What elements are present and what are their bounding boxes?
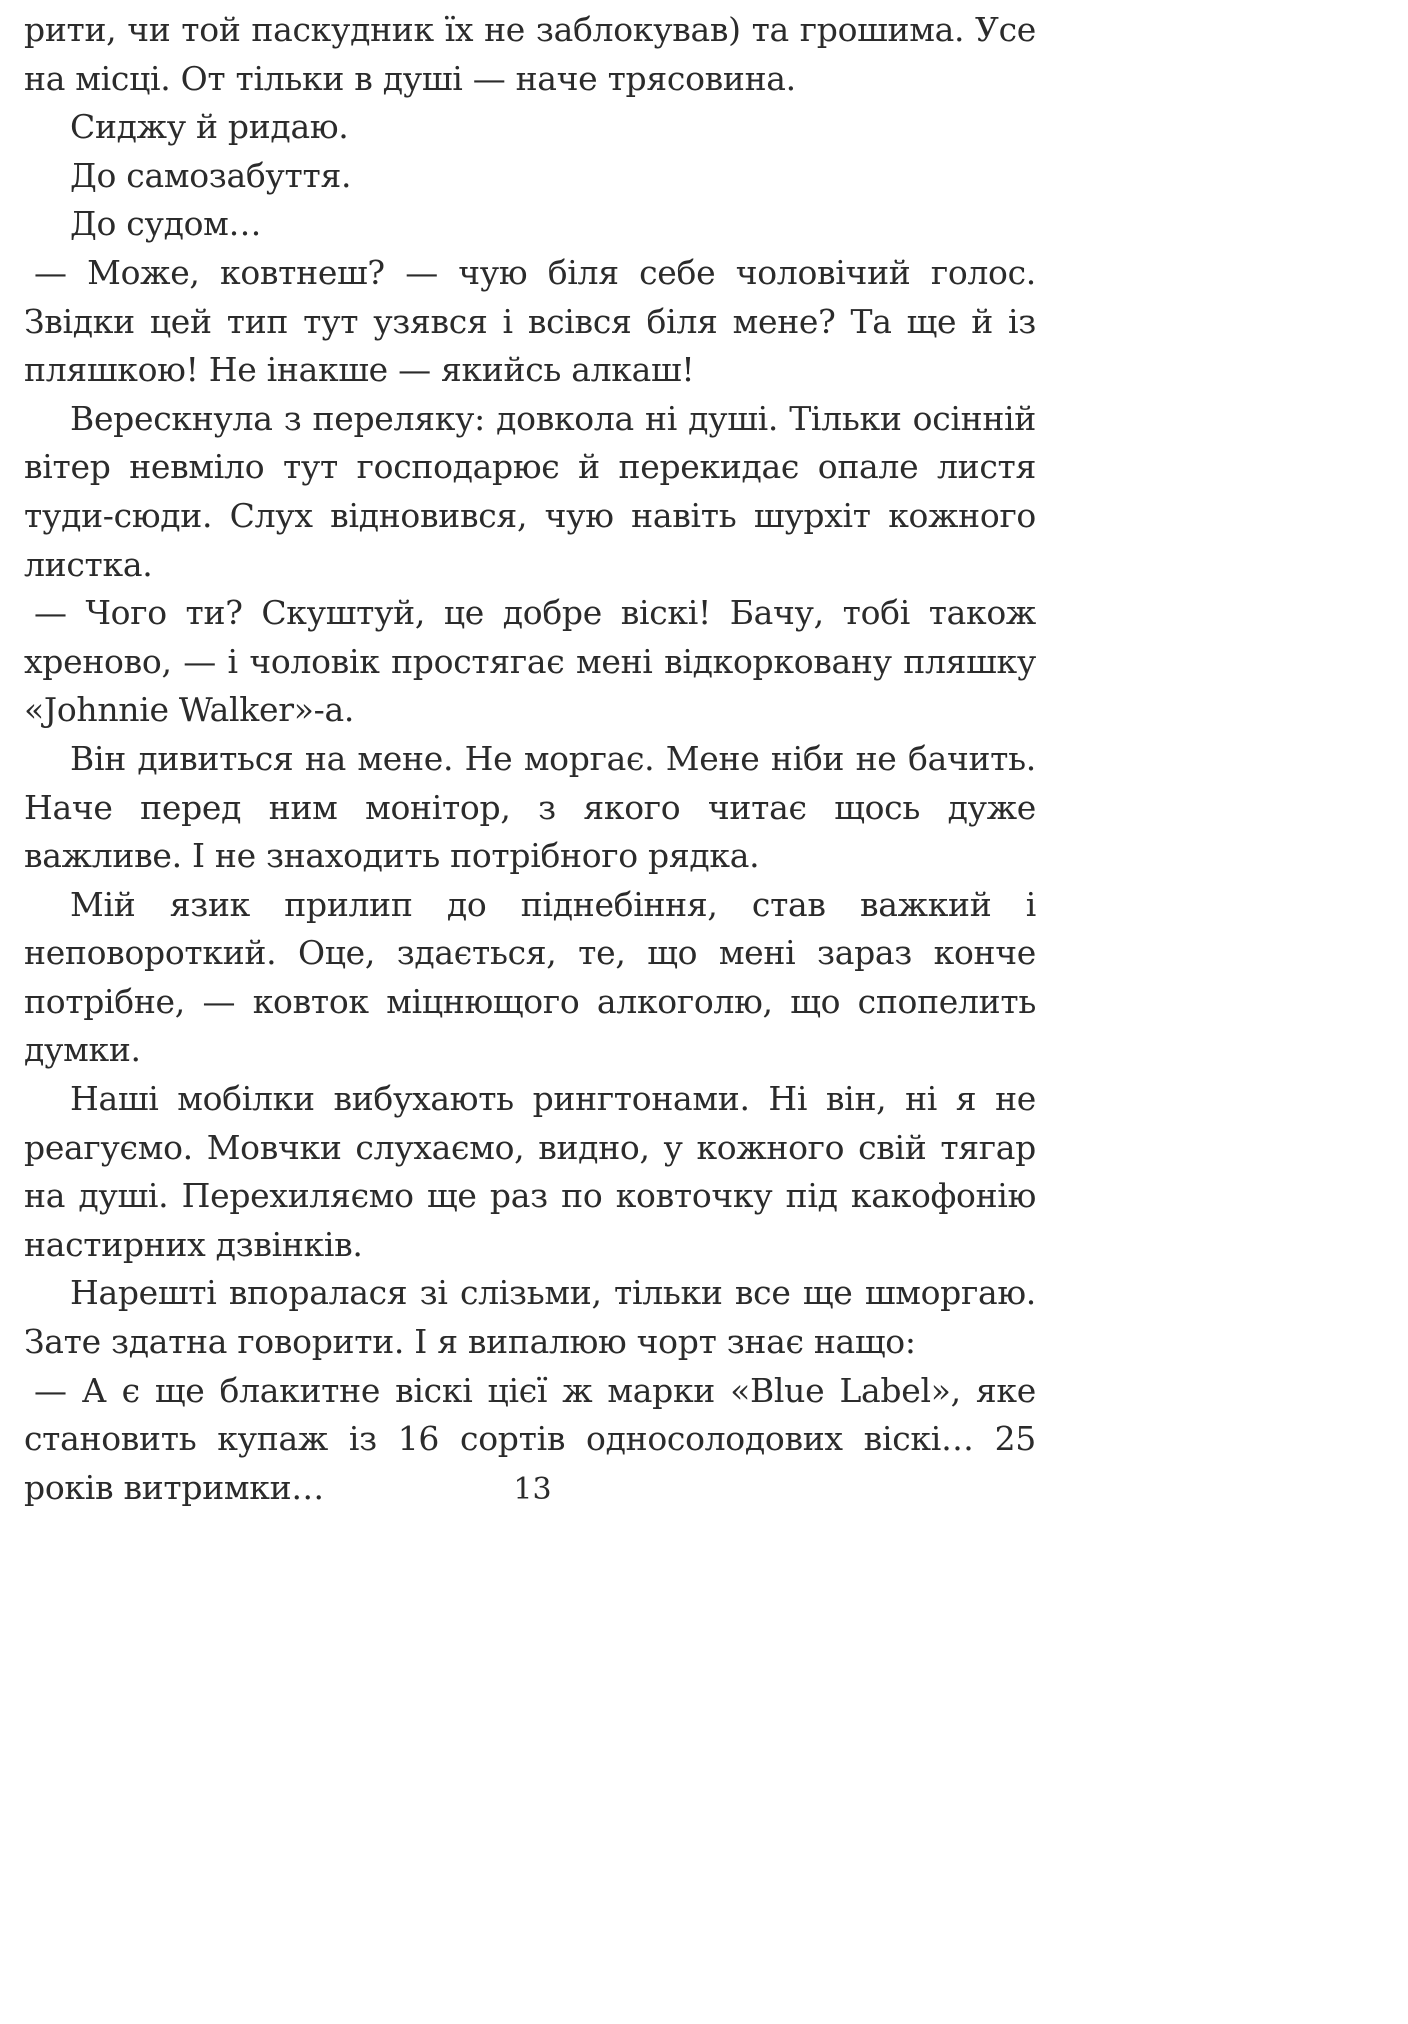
paragraph: Сиджу й ридаю. [70, 107, 349, 147]
paragraph: Нарешті впоралася зі слізьми, тільки все ще шморгаю. Зате здатна говорити. І я випалюю чорт знає нащо: [24, 1273, 1036, 1362]
page-number: 13 [513, 1472, 552, 1507]
dialog-paragraph: — Чого ти? Скуштуй, це добре віскі! Бачу, тобі також хреново, — і чоловік простягає мені відкорковану пляшку «Johnnie Walker»-а. [24, 593, 1036, 730]
paragraph: Мій язик прилип до піднебіння, став важкий і неповороткий. Оце, здається, те, що мені зараз конче потрібне, — ковток міцнющого алкоголю, що спопелить думки. [24, 884, 1036, 1070]
paragraph: Наші мобілки вибухають рингтонами. Ні він, ні я не реагуємо. Мовчки слухаємо, видно, у кожного свій тягар на душі. Перехиляємо ще раз по ковточку під какофонію настирних дзвінків. [24, 1079, 1036, 1264]
book-page-text [24, 6, 1036, 1512]
paragraph: Він дивиться на мене. Не моргає. Мене ніби не бачить. Наче перед ним монітор, з якого читає щось дуже важливе. І не знаходить потрібного рядка. [24, 738, 1036, 876]
paragraph: До судом… [70, 204, 262, 244]
paragraph: Верескнула з переляку: довкола ні душі. Тільки осінній вітер невміло тут господарює й перекидає опале листя туди-сюди. Слух відновився, чую навіть шурхіт кожного листка. [24, 398, 1036, 584]
paragraph-continuation: рити, чи той паскудник їх не заблокував) та грошима. Усе на місці. От тільки в душі — наче трясовина. [24, 10, 1036, 98]
paragraph: До самозабуття. [70, 155, 352, 195]
dialog-paragraph: — А є ще блакитне віскі цієї ж марки «Blue Label», яке становить купаж із 16 сортів односолодових віскі… 25 років витримки… [24, 1370, 1036, 1507]
dialog-paragraph: — Може, ковтнеш? — чую біля себе чоловічий голос. Звідки цей тип тут узявся і всівся біля мене? Та ще й із пляшкою! Не інакше — якийсь алкаш! [24, 252, 1036, 390]
